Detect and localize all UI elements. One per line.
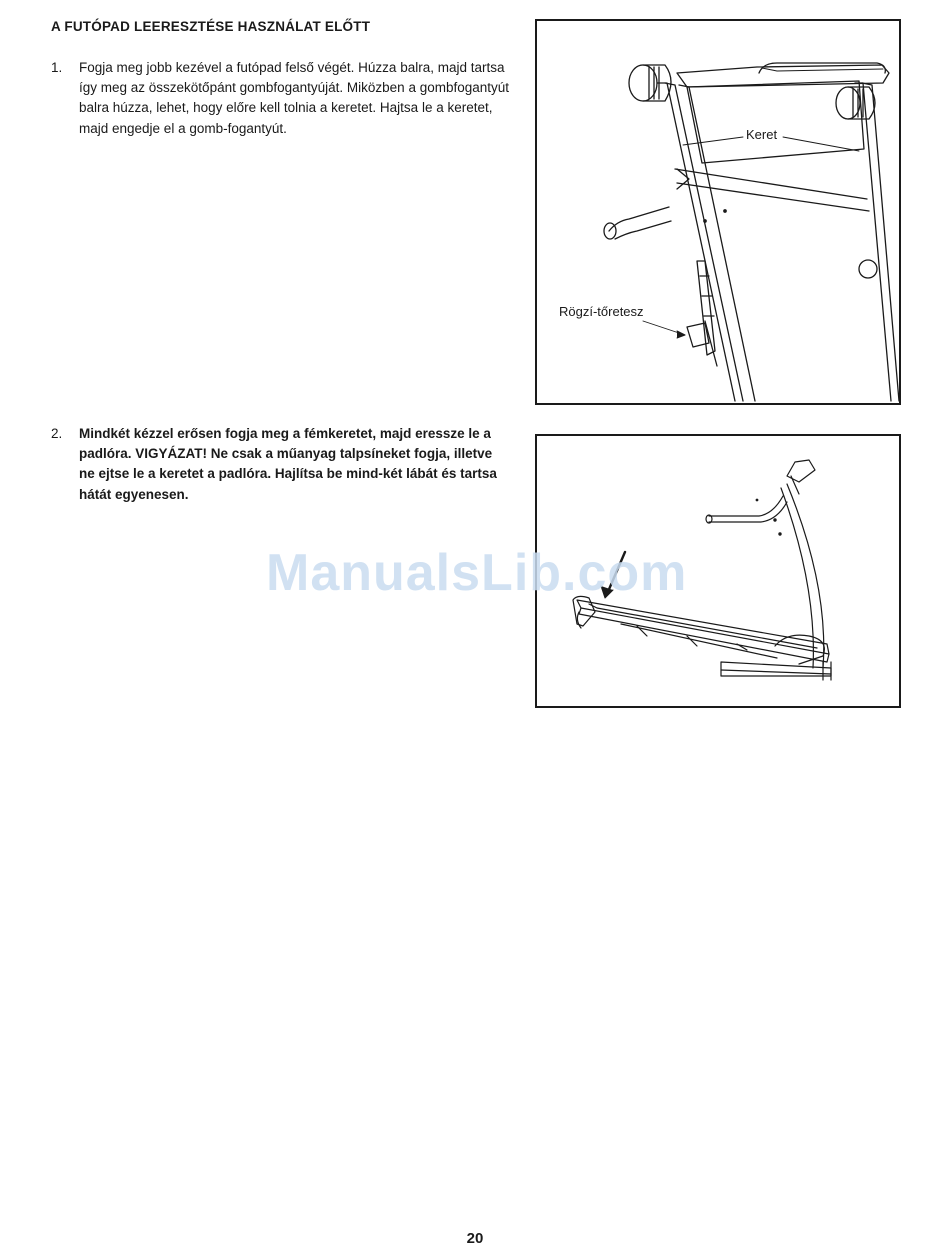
- step-2-text: Mindkét kézzel erősen fogja meg a fémkeretet, majd eressze le a padlóra. VIGYÁZAT! Ne csak a műanyag talpsíneket fogja, illetve ne ejtse le a keretet a padlóra. Hajlítsa be mind-két lábát és tartsa hátát egyenesen.: [79, 426, 497, 502]
- manualslib-watermark: ManualsLib.com: [266, 544, 688, 602]
- callout-latch: Rögzí-tőretesz: [559, 304, 644, 319]
- page-heading: A FUTÓPAD LEERESZTÉSE HASZNÁLAT ELŐTT: [51, 19, 371, 34]
- step-2: [51, 424, 511, 505]
- figure-1-frame-closeup: [535, 19, 901, 405]
- step-1: [51, 58, 511, 139]
- step-1-number: 1.: [51, 60, 63, 75]
- step-2-number: 2.: [51, 426, 63, 441]
- callout-frame: Keret: [746, 127, 778, 142]
- page-number: 20: [466, 1230, 484, 1247]
- folded-treadmill-illustration: [537, 21, 899, 403]
- step-1-text: Fogja meg jobb kezével a futópad felső végét. Húzza balra, majd tartsa így meg az összekötőpánt gombfogantyúját. Miközben a gombfogantyút balra húzza, lehet, hogy előre kell tolnia a keretet. Hajtsa le a keretet, majd engedje el a gomb-fogantyút.: [79, 60, 510, 136]
